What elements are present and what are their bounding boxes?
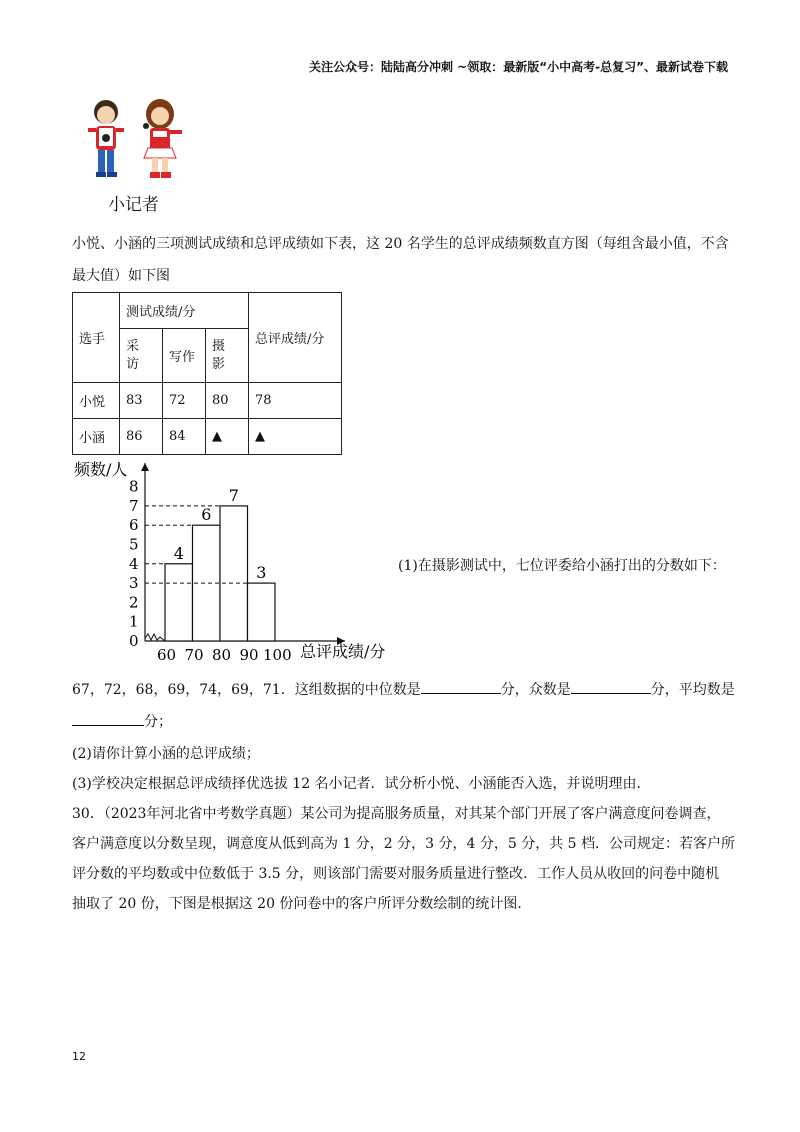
x-tick-label: 90	[239, 646, 259, 664]
row-total: 78	[249, 383, 342, 419]
histogram-bar	[165, 564, 193, 641]
row-writing: 72	[163, 383, 206, 419]
q1-intro: (1)在摄影测试中，七位评委给小涵打出的分数如下：	[398, 558, 726, 574]
frequency-histogram	[60, 455, 400, 670]
total-score-header: 总评成绩/分	[249, 293, 342, 383]
row-name: 小涵	[73, 419, 120, 455]
x-tick-label: 60	[157, 646, 177, 664]
test-score-header: 测试成绩/分	[120, 293, 249, 329]
question-3: (3)学校决定根据总评成绩择优选拔 12 名小记者．试分析小悦、小涵能否入选，并说明理由．	[72, 776, 651, 792]
question-30-line-2: 客户满意度以分数呈现，调意度从低到高为 1 分，2 分，3 分，4 分，5 分，共 5 档．公司规定：若客户所	[72, 836, 736, 852]
q1-data-line	[72, 676, 735, 704]
intro-line-1: 小悦、小涵的三项测试成绩和总评成绩如下表，这 20 名学生的总评成绩频数直方图（每组含最小值，不含	[72, 236, 729, 252]
median-blank[interactable]	[421, 679, 501, 694]
y-axis-arrow	[141, 463, 149, 471]
question-30-line-3: 评分数的平均数或中位数低于 3.5 分，则该部门需要对服务质量进行整改．工作人员从收回的问卷中随机	[72, 866, 720, 882]
question-30-line-1: 30．（2023年河北省中考数学真题）某公司为提高服务质量，对其某个部门开展了客户满意度问卷调查，	[72, 806, 721, 822]
x-axis-label: 总评成绩/分	[300, 642, 386, 661]
y-tick-label: 2	[129, 593, 139, 612]
table-row	[73, 419, 342, 455]
histogram-bar	[220, 506, 248, 641]
illustration-caption: 小记者	[108, 195, 159, 215]
row-name: 小悦	[73, 383, 120, 419]
bar-data-label: 3	[256, 563, 267, 583]
axis-break-mark	[145, 634, 165, 641]
page-number: 12	[72, 1050, 86, 1063]
table-row	[73, 383, 342, 419]
y-tick-label: 6	[129, 516, 139, 535]
y-tick-label: 3	[129, 574, 139, 593]
bar-data-label: 6	[201, 505, 212, 525]
interview-header: 采访	[126, 338, 140, 372]
x-tick-label: 80	[212, 646, 232, 664]
y-tick-label: 1	[129, 612, 139, 631]
writing-header: 写作	[163, 329, 206, 383]
row-writing: 84	[163, 419, 206, 455]
page-header: 关注公众号：陆陆高分冲刺 ~领取：最新版“小中高考-总复习”、最新试卷下载	[309, 60, 728, 74]
cartoon-reporters-icon	[78, 98, 208, 188]
row-total: ▲	[249, 419, 342, 455]
y-tick-label: 8	[129, 477, 139, 496]
player-header: 选手	[73, 293, 120, 383]
histogram-bar	[248, 583, 276, 641]
mode-blank[interactable]	[571, 679, 651, 694]
score-table	[72, 292, 342, 455]
intro-line-2: 最大值）如下图	[72, 268, 170, 284]
bar-data-label: 7	[228, 485, 239, 505]
bar-data-label: 4	[173, 543, 184, 563]
row-interview: 86	[120, 419, 163, 455]
q1-mean-line	[72, 708, 172, 736]
question-30-line-4: 抽取了 20 份，下图是根据这 20 份问卷中的客户所评分数绘制的统计图．	[72, 896, 532, 912]
row-photo: ▲	[206, 419, 249, 455]
row-photo: 80	[206, 383, 249, 419]
y-axis-label: 频数/人	[74, 460, 128, 479]
y-tick-label: 5	[129, 535, 139, 554]
y-tick-label: 4	[129, 554, 139, 573]
q1-data-text: 67，72，68，69，74，69，71．这组数据的中位数是	[72, 682, 421, 698]
q1-mean-text: 分，平均数是	[650, 682, 735, 698]
photo-header: 摄影	[212, 338, 226, 372]
row-interview: 83	[120, 383, 163, 419]
q1-mode-text: 分，众数是	[500, 682, 571, 698]
mean-blank[interactable]	[72, 711, 144, 726]
y-tick-label: 7	[129, 496, 139, 515]
question-2: (2)请你计算小涵的总评成绩；	[72, 746, 260, 762]
y-tick-label: 0	[129, 632, 139, 650]
x-tick-label: 70	[184, 646, 204, 664]
q1-mean-unit: 分；	[144, 714, 172, 730]
x-tick-label: 100	[263, 646, 292, 664]
